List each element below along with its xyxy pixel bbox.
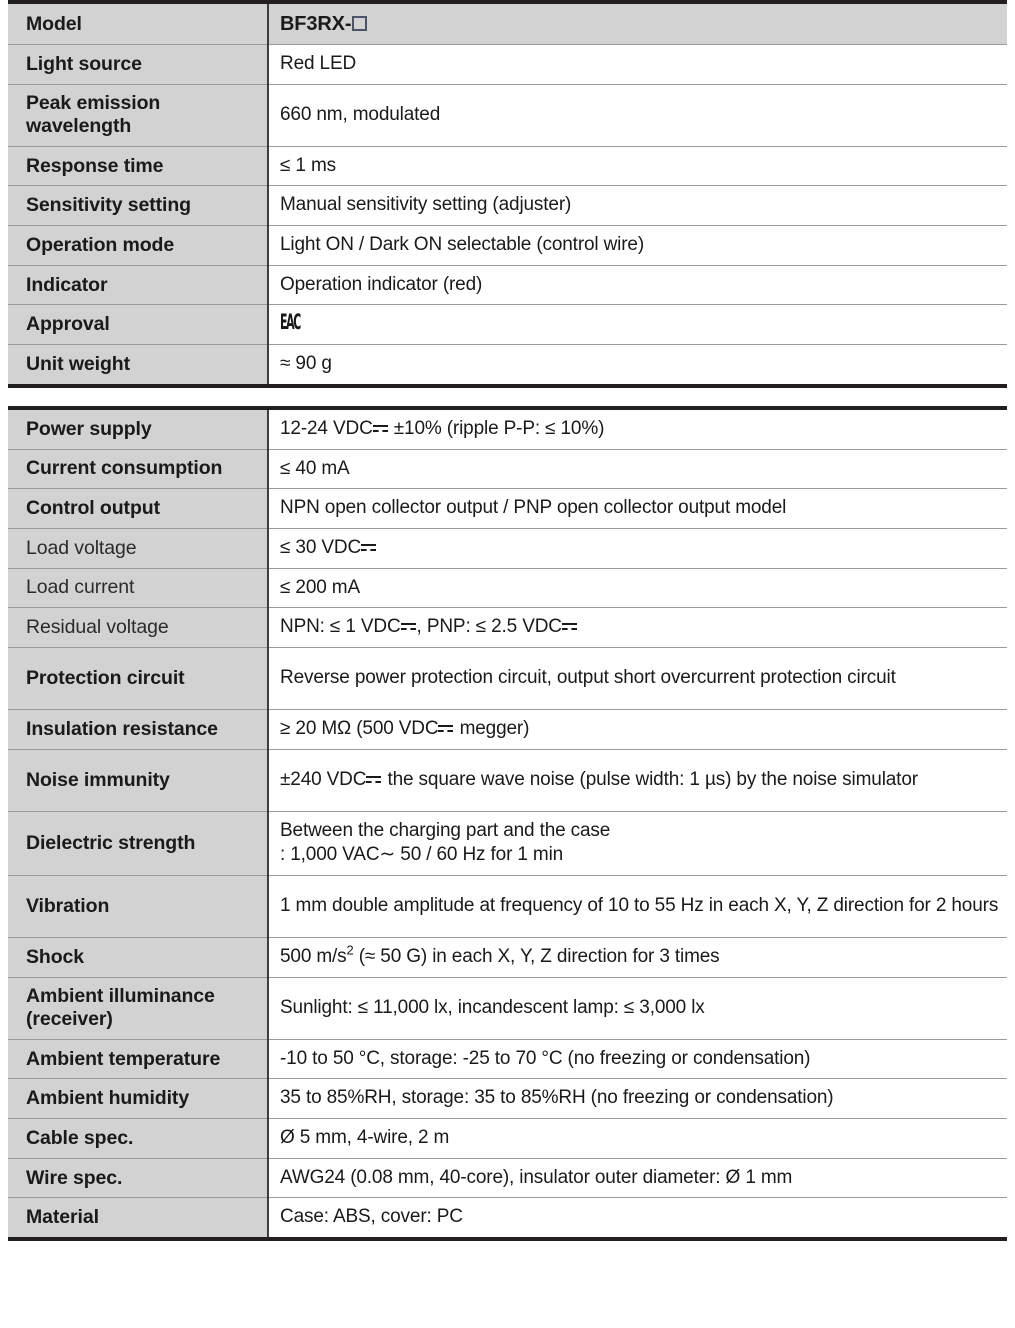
label-line-1: Ambient illuminance [26, 985, 215, 1008]
row-value-operation-mode: Light ON / Dark ON selectable (control wire) [268, 226, 1007, 266]
row-label-ambient-temperature: Ambient temperature [8, 1039, 268, 1079]
table-row [8, 1198, 1007, 1239]
table-row [8, 977, 1007, 1039]
label-line-2: wavelength [26, 115, 132, 138]
row-value-light-source: Red LED [268, 45, 1007, 85]
row-value-sensitivity-setting: Manual sensitivity setting (adjuster) [268, 186, 1007, 226]
table-separator [8, 388, 1007, 406]
row-value-response-time: ≤ 1 ms [268, 146, 1007, 186]
row-label-unit-weight: Unit weight [8, 345, 268, 386]
superscript-two: 2 [346, 942, 354, 958]
dc-mark-icon [361, 543, 376, 554]
row-value-control-output: NPN open collector output / PNP open collector output model [268, 489, 1007, 529]
row-value-ambient-illuminance: Sunlight: ≤ 11,000 lx, incandescent lamp: ≤ 3,000 lx [268, 977, 1007, 1039]
row-label-indicator: Indicator [8, 265, 268, 305]
table-row [8, 811, 1007, 875]
row-value-peak-emission-wavelength: 660 nm, modulated [268, 84, 1007, 146]
row-value-shock: 500 $m/s^2$ (≈ 50 G) in each X, Y, Z direction for 3 times [268, 938, 1007, 978]
value-line-2: : 1,000 VAC∼ 50 / 60 Hz for 1 min [280, 844, 564, 866]
row-label-current-consumption: Current consumption [8, 449, 268, 489]
dc-mark-icon [373, 424, 388, 435]
row-label-response-time: Response time [8, 146, 268, 186]
row-label-cable-spec: Cable spec. [8, 1119, 268, 1159]
table-row [8, 568, 1007, 608]
value-line-1: Between the charging part and the case [280, 819, 611, 841]
row-label-shock: Shock [8, 938, 268, 978]
row-value-indicator: Operation indicator (red) [268, 265, 1007, 305]
table-row [8, 265, 1007, 305]
table-row [8, 938, 1007, 978]
table-row [8, 84, 1007, 146]
table-row [8, 1119, 1007, 1159]
dc-mark-icon [438, 724, 453, 735]
table-row [8, 608, 1007, 648]
table-row [8, 408, 1007, 449]
row-value-ambient-humidity: 35 to 85%RH, storage: 35 to 85%RH (no freezing or condensation) [268, 1079, 1007, 1119]
table-row [8, 146, 1007, 186]
table-row [8, 1039, 1007, 1079]
row-value-residual-voltage: NPN: ≤ 1 VDC , PNP: ≤ 2.5 VDC [268, 608, 1007, 648]
row-label-dielectric-strength: Dielectric strength [8, 811, 268, 875]
table-row [8, 186, 1007, 226]
table-row [8, 345, 1007, 386]
row-value-approval [268, 305, 1007, 345]
table-row [8, 226, 1007, 266]
table-row [8, 1079, 1007, 1119]
table-row [8, 45, 1007, 85]
row-label-ambient-humidity: Ambient humidity [8, 1079, 268, 1119]
electrical-environmental-specifications-body [8, 408, 1007, 1239]
row-label-load-current: Load current [8, 568, 268, 608]
row-value-power-supply: 12-24 VDC ±10% (ripple P-P: ≤ 10%) [268, 408, 1007, 449]
row-label-material: Material [8, 1198, 268, 1239]
row-value-model: BF3RX- [268, 2, 1007, 45]
table-row [8, 1158, 1007, 1198]
table-row [8, 2, 1007, 45]
placeholder-box-icon [352, 16, 367, 31]
row-value-protection-circuit: Reverse power protection circuit, output short overcurrent protection circuit [268, 647, 1007, 709]
label-line-1: Peak emission [26, 92, 161, 115]
row-label-light-source: Light source [8, 45, 268, 85]
row-label-power-supply: Power supply [8, 408, 268, 449]
row-label-peak-emission-wavelength [8, 84, 268, 146]
row-label-approval: Approval [8, 305, 268, 345]
row-value-noise-immunity: ±240 VDC the square wave noise (pulse width: 1 µs) by the noise simulator [268, 749, 1007, 811]
row-label-noise-immunity: Noise immunity [8, 749, 268, 811]
row-label-insulation-resistance: Insulation resistance [8, 709, 268, 749]
row-label-control-output: Control output [8, 489, 268, 529]
row-value-ambient-temperature: -10 to 50 °C, storage: -25 to 70 °C (no freezing or condensation) [268, 1039, 1007, 1079]
dc-mark-icon [401, 622, 416, 633]
dc-mark-icon [366, 775, 381, 786]
table-row [8, 647, 1007, 709]
table-row [8, 749, 1007, 811]
row-label-residual-voltage: Residual voltage [8, 608, 268, 648]
table-row [8, 449, 1007, 489]
row-value-insulation-resistance: ≥ 20 MΩ (500 VDC megger) [268, 709, 1007, 749]
dc-mark-icon [562, 622, 577, 633]
eac-mark-icon: EAC [280, 310, 301, 335]
table-row [8, 489, 1007, 529]
row-label-wire-spec: Wire spec. [8, 1158, 268, 1198]
row-label-vibration: Vibration [8, 876, 268, 938]
table-row [8, 709, 1007, 749]
row-value-wire-spec: AWG24 (0.08 mm, 40-core), insulator outer diameter: Ø 1 mm [268, 1158, 1007, 1198]
row-value-unit-weight: ≈ 90 g [268, 345, 1007, 386]
table-row [8, 305, 1007, 345]
row-label-ambient-illuminance [8, 977, 268, 1039]
row-label-sensitivity-setting: Sensitivity setting [8, 186, 268, 226]
row-label-operation-mode: Operation mode [8, 226, 268, 266]
row-value-dielectric-strength [268, 811, 1007, 875]
row-value-vibration: 1 mm double amplitude at frequency of 10 to 55 Hz in each X, Y, Z direction for 2 hours [268, 876, 1007, 938]
row-value-current-consumption: ≤ 40 mA [268, 449, 1007, 489]
table-row [8, 528, 1007, 568]
general-specifications-table [8, 0, 1007, 388]
label-line-2: (receiver) [26, 1008, 113, 1031]
general-specifications-body [8, 2, 1007, 386]
row-value-material: Case: ABS, cover: PC [268, 1198, 1007, 1239]
row-label-model: Model [8, 2, 268, 45]
row-label-load-voltage: Load voltage [8, 528, 268, 568]
electrical-environmental-specifications-table [8, 406, 1007, 1241]
table-row [8, 876, 1007, 938]
row-value-cable-spec: Ø 5 mm, 4-wire, 2 m [268, 1119, 1007, 1159]
row-value-load-voltage: ≤ 30 VDC [268, 528, 1007, 568]
row-value-load-current: ≤ 200 mA [268, 568, 1007, 608]
row-label-protection-circuit: Protection circuit [8, 647, 268, 709]
